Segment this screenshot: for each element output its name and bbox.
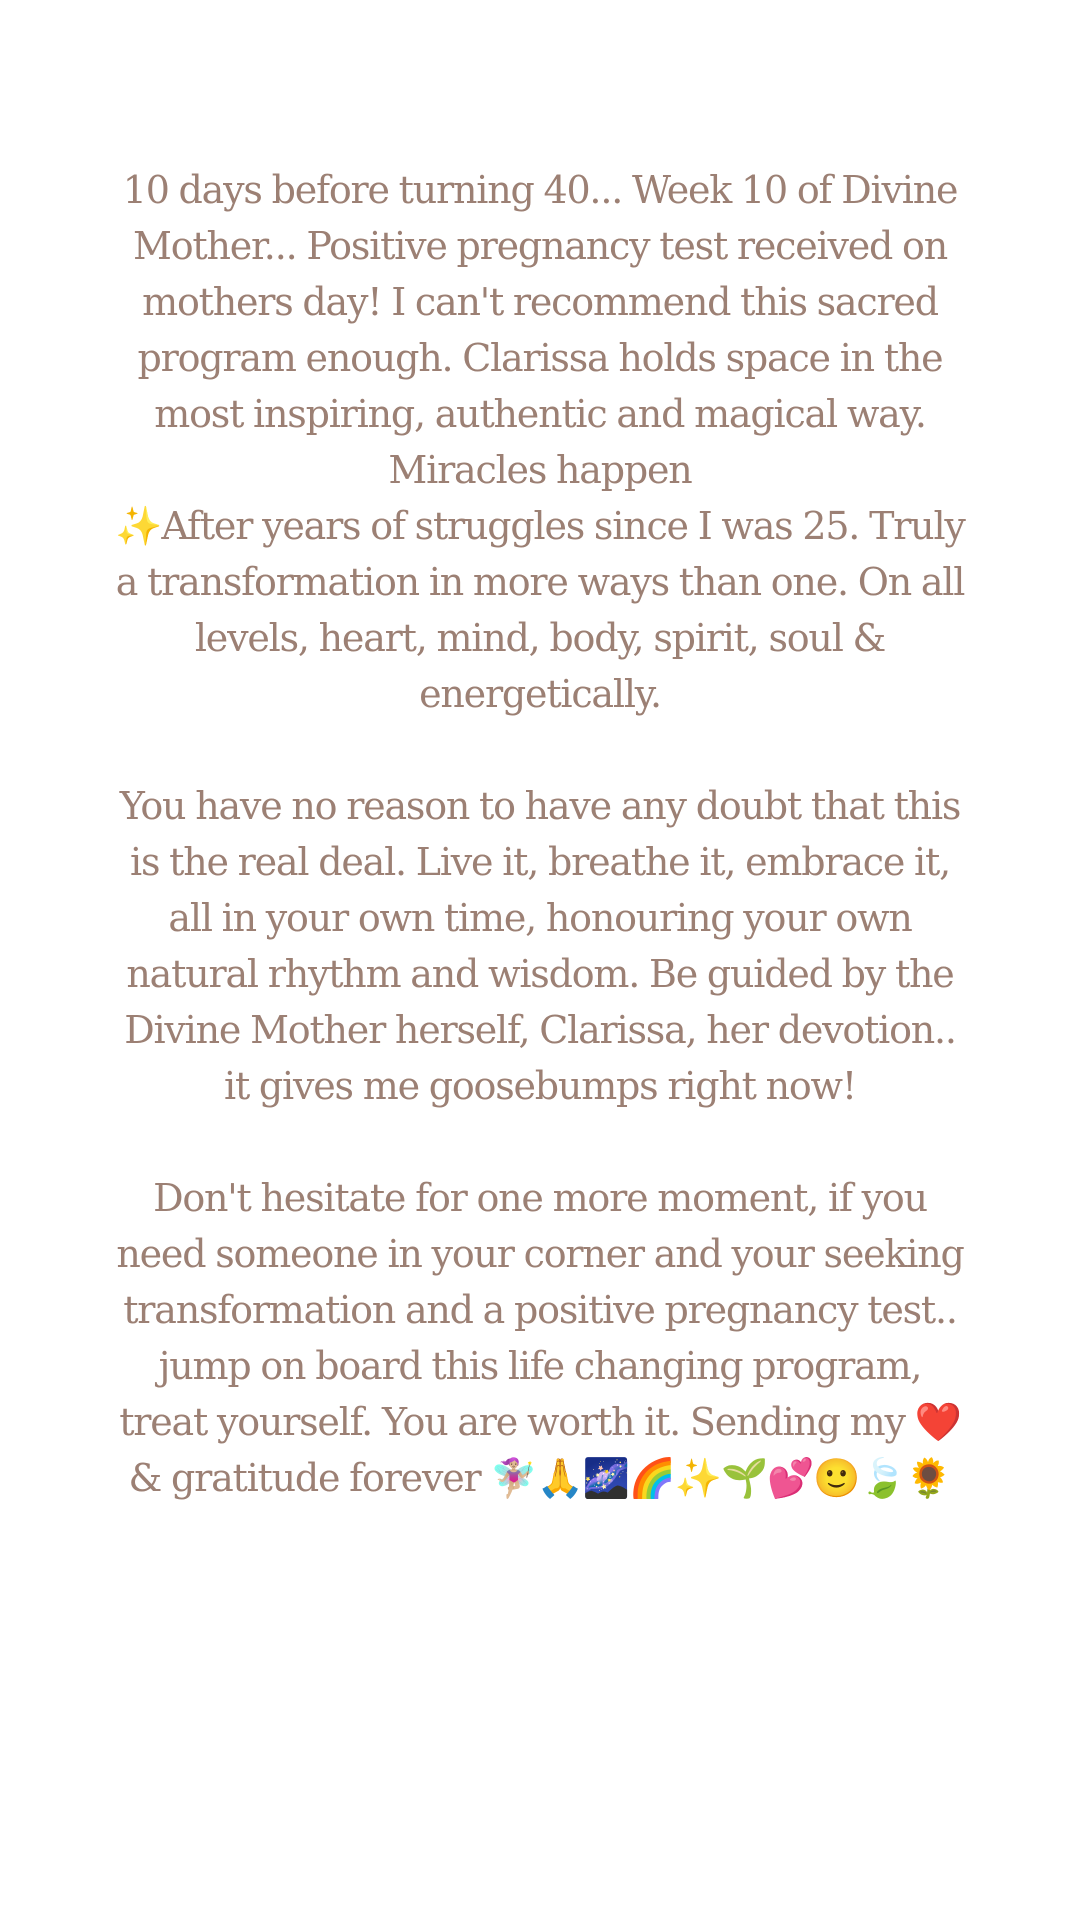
paragraph-spacer — [110, 722, 970, 778]
testimonial-paragraph-1b: ✨After years of struggles since I was 25. Truly a transformation in more ways than one. On all levels, heart, mind, body, spirit, soul & energetically. — [115, 504, 965, 716]
testimonial-paragraph-2: You have no reason to have any doubt that this is the real deal. Live it, breathe it, embrace it, all in your own time, honouring your own natural rhythm and wisdom. Be guided by the Divine Mother herself, Clarissa, her devotion.. it gives me goosebumps right now! — [119, 784, 961, 1108]
paragraph-spacer — [110, 1114, 970, 1170]
testimonial-paragraph-1a: 10 days before turning 40... Week 10 of Divine Mother... Positive pregnancy test received on mothers day! I can't recommend this sacred program enough. Clarissa holds space in the most inspiring, authentic and magical way. Miracles happen — [122, 168, 958, 492]
testimonial-paragraph-3: Don't hesitate for one more moment, if you need someone in your corner and your seeking transformation and a positive pregnancy test.. jump on board this life changing program, treat yourself. You are worth it. Sending my ❤️ & gratitude forever 🧚🏼‍♀️🙏🌌🌈✨🌱💕🙂🍃🌻 — [116, 1176, 964, 1500]
testimonial-text-block — [110, 162, 970, 1506]
